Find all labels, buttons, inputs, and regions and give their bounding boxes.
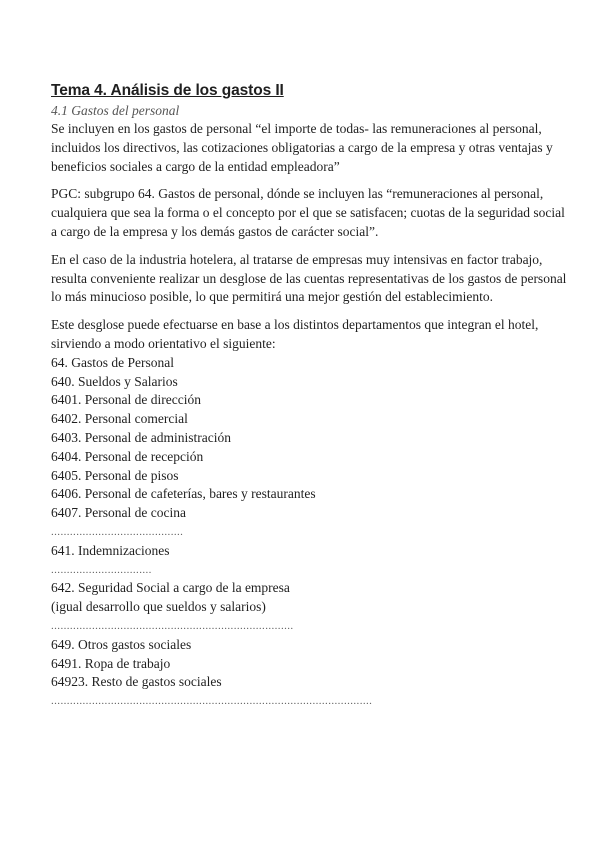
account-item: 6401. Personal de dirección <box>51 392 201 408</box>
account-item: 6402. Personal comercial <box>51 411 188 427</box>
account-item: 6403. Personal de administración <box>51 429 231 445</box>
ellipsis-separator: ............................................................................. <box>51 619 294 632</box>
account-list <box>51 354 571 711</box>
ellipsis-separator: .......................................... <box>51 525 184 538</box>
account-item: 6406. Personal de cafeterías, bares y restaurantes <box>51 486 316 502</box>
section-subtitle: 4.1 Gastos del personal <box>51 103 180 118</box>
account-item: 6404. Personal de recepción <box>51 448 204 464</box>
account-item: 640. Sueldos y Salarios <box>51 373 178 389</box>
account-item: 6407. Personal de cocina <box>51 505 186 521</box>
document-page <box>51 80 571 711</box>
account-item: 6491. Ropa de trabajo <box>51 655 171 671</box>
page-title: Tema 4. Análisis de los gastos II <box>51 82 284 99</box>
account-item: 641. Indemnizaciones <box>51 542 170 558</box>
account-item: (igual desarrollo que sueldos y salarios) <box>51 599 266 615</box>
ellipsis-separator: ................................ <box>51 563 152 576</box>
account-item: 64923. Resto de gastos sociales <box>51 674 222 690</box>
account-item: 642. Seguridad Social a cargo de la empresa <box>51 580 290 596</box>
paragraph-breakdown-intro: Este desglose puede efectuarse en base a los distintos departamentos que integran el hotel, sirviendo a modo orientativo el siguiente: <box>51 317 539 351</box>
ellipsis-separator: ...................................................................................................... <box>51 695 373 708</box>
paragraph-pgc: PGC: subgrupo 64. Gastos de personal, dónde se incluyen las “remuneraciones al personal, cualquiera que sea la forma o el concepto por el que se satisfacen; cuotas de la seguridad social a cargo de la empresa y los demás gastos de carácter social”. <box>51 186 565 239</box>
paragraph-hotel-industry: En el caso de la industria hotelera, al tratarse de empresas muy intensivas en factor trabajo, resulta conveniente realizar un desglose de las cuentas representativas de los gastos de personal lo más minucioso posible, lo que permitirá una mejor gestión del establecimiento. <box>51 251 567 305</box>
account-item: 64. Gastos de Personal <box>51 354 174 370</box>
account-item: 6405. Personal de pisos <box>51 467 179 483</box>
paragraph-definition: Se incluyen en los gastos de personal “el importe de todas- las remuneraciones al personal, incluidos los directivos, las cotizaciones obligatorias a cargo de la empresa y otras ventajas y beneficios sociales a cargo de la entidad empleadora” <box>51 121 553 174</box>
account-item: 649. Otros gastos sociales <box>51 636 192 652</box>
